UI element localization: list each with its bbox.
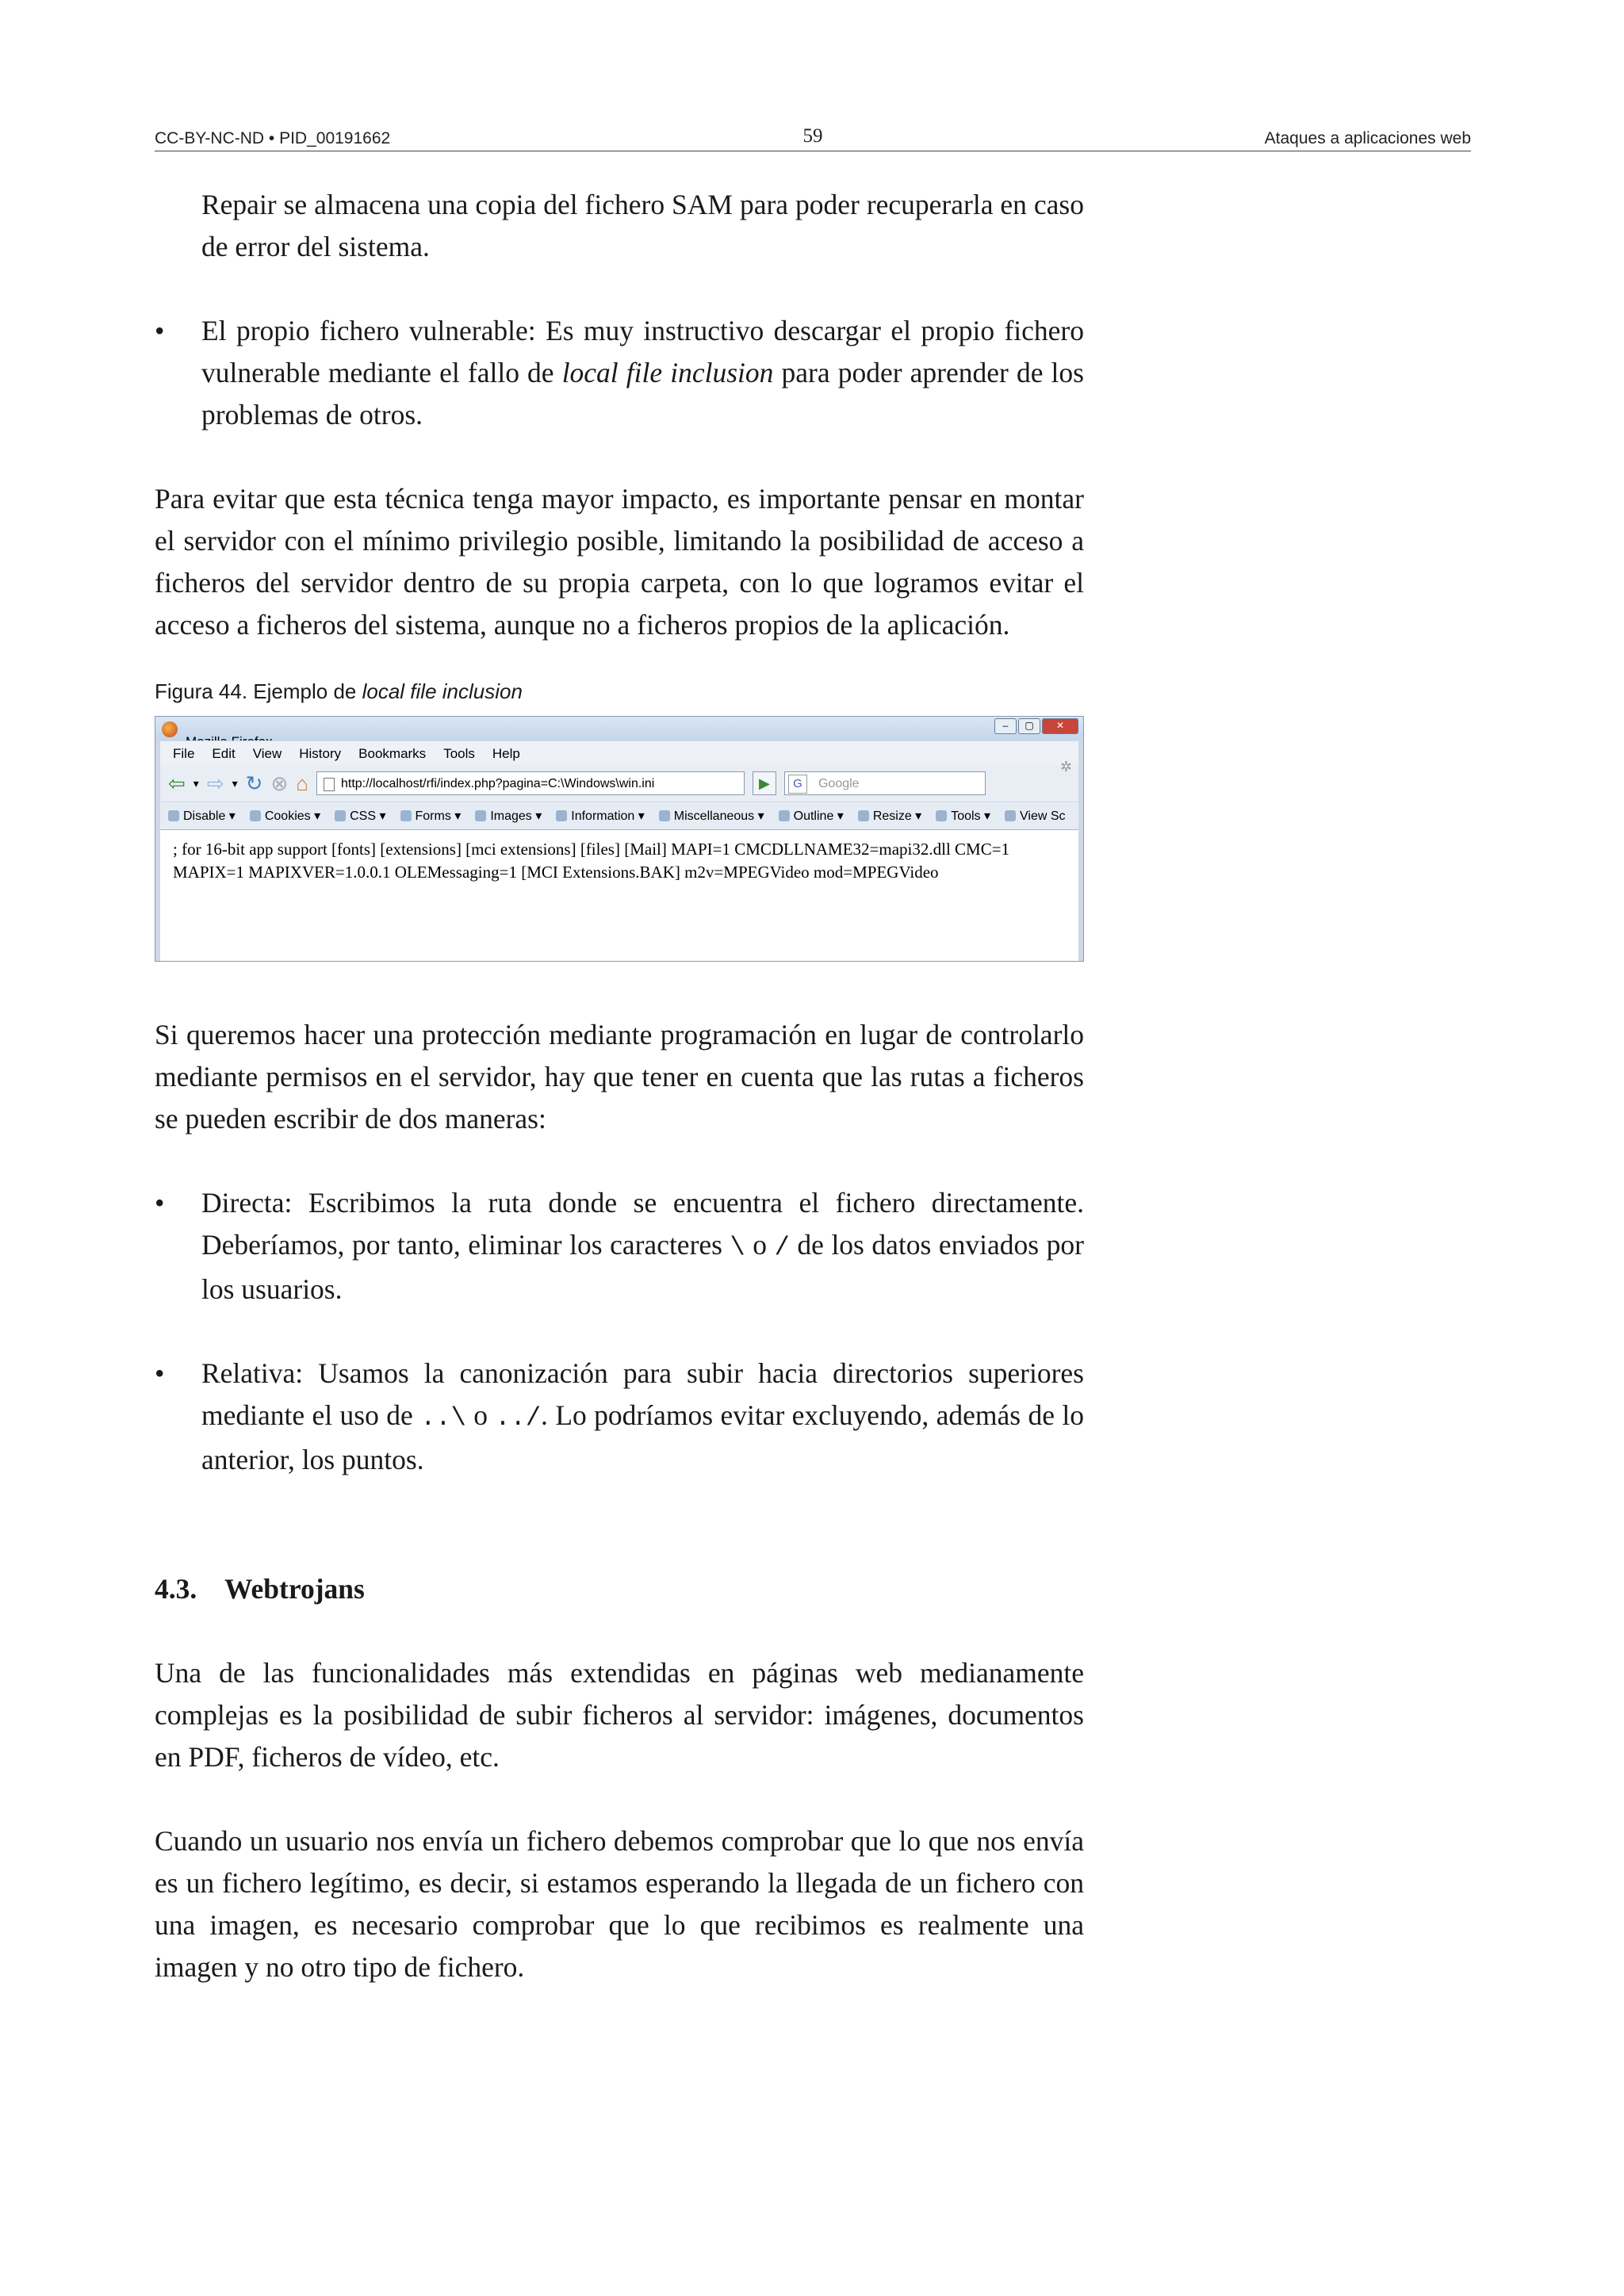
paragraph-privilege: Para evitar que esta técnica tenga mayor impacto, es importante pensar en montar el servidor con el mínimo privilegio posible, limitando la posibilidad de acceso a ficheros del servidor dentro de su propia carpeta, con lo que logramos evitar el acceso a ficheros del sistema, aunque no a ficheros propios de la aplicación. [155,483,1084,641]
reload-icon[interactable]: ↻ [245,771,263,795]
search-engine-icon[interactable]: G [788,775,807,794]
bullet-icon: • [155,315,165,346]
forward-icon[interactable]: ⇨ [206,771,224,795]
code-backslash: \ [730,1233,745,1262]
window-frame-right [1078,740,1083,961]
page-number: 59 [802,125,823,147]
paragraph-verify-file: Cuando un usuario nos envía un fichero debemos comprobar que lo que nos envía es un fichero legítimo, es decir, si estamos esperando la llegada de un fichero con una imagen, es necesario comprobar que lo que recibimos es realmente una imagen y no otro tipo de fichero. [155,1825,1084,1983]
menu-bar [155,740,1083,775]
bullet-item-vulnerable-file: • El propio fichero vulnerable: Es muy instructivo descargar el propio fichero vulnerable mediante el fallo de local file inclusion para poder aprender de los problemas de otros. [155,310,1084,436]
paragraph-upload: Una de las funcionalidades más extendidas en páginas web medianamente complejas es la posibilidad de subir ficheros al servidor: imágenes, documentos en PDF, ficheros de vídeo, etc. [155,1657,1084,1773]
close-icon[interactable]: ✕ [1042,718,1078,734]
code-dotdot-backslash: ..\ [420,1403,466,1433]
back-dropdown-icon[interactable]: ▾ [193,776,199,790]
window-frame-left [155,740,160,961]
go-icon[interactable]: ▶ [753,771,776,795]
maximize-icon[interactable]: ▢ [1018,718,1040,734]
search-placeholder: Google [818,777,860,790]
toolbar-cookies[interactable]: Cookies ▾ [250,795,320,837]
code-slash: / [774,1233,790,1262]
paragraph-protection: Si queremos hacer una protección mediante programación en lugar de controlarlo mediante permisos en el servidor, hay que tener en cuenta que las rutas a ficheros se pueden escribir de dos maneras: [155,1019,1084,1135]
page-text-line: ; for 16-bit app support [fonts] [extensions] [mci extensions] [files] [Mail] MAPI=1 CMCDLLNAME32=mapi32.dll CMC=1 [173,840,1010,859]
menu-file[interactable]: File [173,745,195,761]
menu-edit[interactable]: Edit [212,745,236,761]
menu-history[interactable]: History [299,745,342,761]
menu-tools[interactable]: Tools [443,745,475,761]
toolbar-tools[interactable]: Tools ▾ [936,795,990,837]
search-box[interactable] [784,771,986,795]
italic-term: local file inclusion [561,357,774,388]
web-developer-toolbar [155,802,1083,830]
bullet-item-relative: • Relativa: Usamos la canonización para subir hacia directorios superiores mediante el uso de ..\ o ../. Lo podríamos evitar excluyendo, además de lo anterior, los puntos. [155,1353,1084,1481]
activity-icon: ✲ [1059,759,1072,775]
section-heading [155,1568,1084,1610]
code-dotdot-slash: ../ [495,1403,542,1433]
stop-icon[interactable]: ⊗ [270,771,289,795]
page-header [155,127,1471,151]
firefox-screenshot [155,716,1084,962]
continued-paragraph: Repair se almacena una copia del fichero SAM para poder recuperarla en caso de error del sistema. [201,189,1084,262]
bullet-icon: • [155,1187,165,1219]
section-number: 4.3. [155,1573,197,1605]
menu-help[interactable]: Help [492,745,520,761]
window-titlebar [155,717,1083,740]
window-controls [994,718,1078,734]
page-body [155,184,1084,1988]
menu-view[interactable]: View [252,745,282,761]
address-bar[interactable]: http://localhost/rfi/index.php?pagina=C:\Windows\win.ini [316,771,745,795]
menu-bookmarks[interactable]: Bookmarks [358,745,427,761]
browser-page-content [155,830,1083,884]
toolbar-resize[interactable]: Resize ▾ [858,795,921,837]
toolbar-images[interactable]: Images ▾ [475,795,542,837]
toolbar-forms[interactable]: Forms ▾ [400,795,462,837]
home-icon[interactable]: ⌂ [296,771,308,795]
toolbar-information[interactable]: Information ▾ [556,795,645,837]
license-id: CC-BY-NC-ND • PID_00191662 [155,129,391,147]
back-icon[interactable]: ⇦ [168,771,186,795]
toolbar-disable[interactable]: Disable ▾ [168,795,236,837]
minimize-icon[interactable]: – [994,718,1017,734]
toolbar-outline[interactable]: Outline ▾ [779,795,844,837]
toolbar-miscellaneous[interactable]: Miscellaneous ▾ [659,795,764,837]
forward-dropdown-icon[interactable]: ▾ [232,776,238,790]
bullet-icon: • [155,1357,165,1389]
bullet-item-direct: • Directa: Escribimos la ruta donde se encuentra el fichero directamente. Deberíamos, por tanto, eliminar los caracteres \ o / de los datos enviados por los usuarios. [155,1182,1084,1311]
toolbar-view-source[interactable]: View Sc [1005,795,1066,837]
running-title: Ataques a aplicaciones web [1264,129,1471,147]
figure-caption: Figura 44. Ejemplo de local file inclusion [155,679,523,703]
toolbar-css[interactable]: CSS ▾ [335,795,385,837]
page-text-line: MAPIX=1 MAPIXVER=1.0.0.1 OLEMessaging=1 [MCI Extensions.BAK] m2v=MPEGVideo mod=MPEGVideo [173,863,939,882]
figure-44 [155,678,1084,962]
section-title: Webtrojans [224,1573,365,1605]
